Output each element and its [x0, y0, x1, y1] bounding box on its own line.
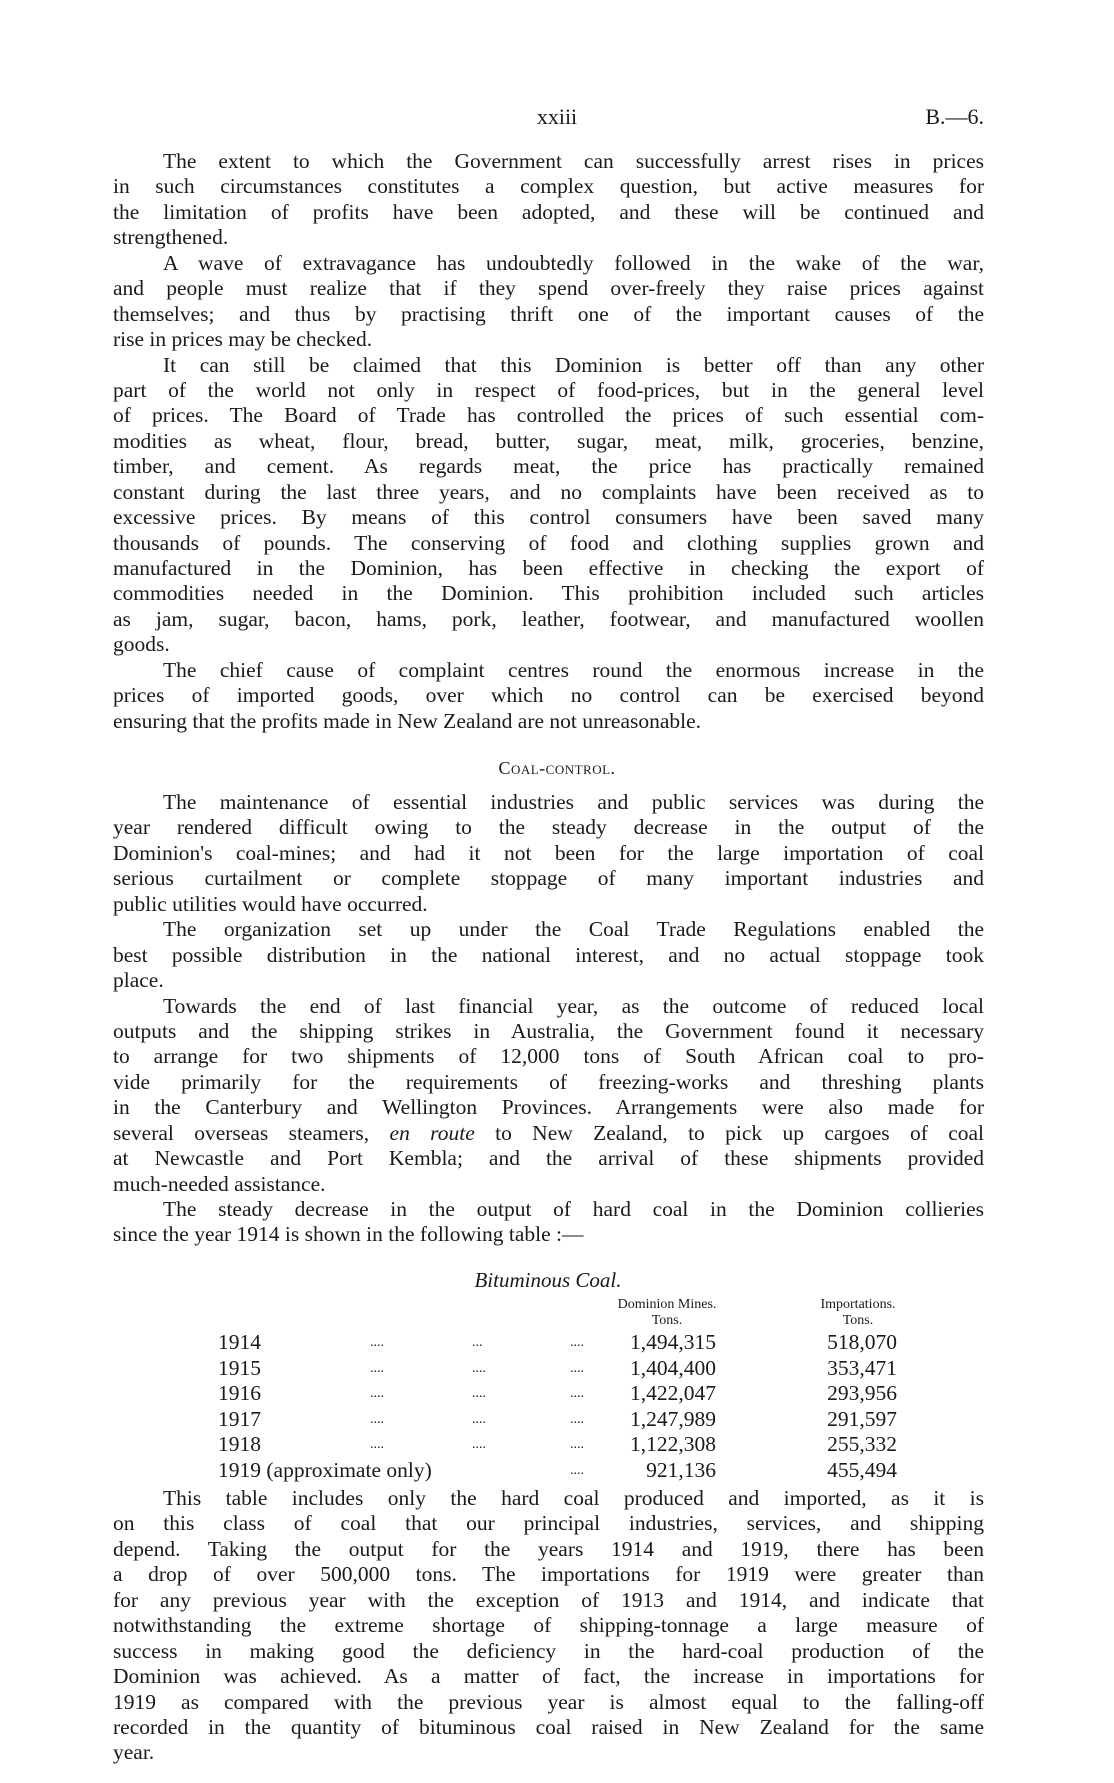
- dominion-mines-value: 1,247,989: [630, 1406, 716, 1431]
- dot-leader: ....: [570, 1411, 584, 1427]
- text-line: thousands of pounds. The conserving of food and clothing supplies grown and: [113, 530, 984, 555]
- column-header-dominion-mines: [567, 1297, 767, 1329]
- dot-leader: ....: [472, 1411, 486, 1427]
- text-line: constant during the last three years, and no complaints have been received as to: [113, 479, 984, 504]
- text-line: best possible distribution in the national interest, and no actual stoppage took: [113, 942, 984, 967]
- row-year: 1918: [218, 1432, 261, 1457]
- text-line: since the year 1914 is shown in the following table :—: [113, 1222, 584, 1247]
- dot-leader: ....: [570, 1437, 584, 1453]
- dot-leader: ...: [472, 1335, 483, 1350]
- text-line: to arrange for two shipments of 12,000 tons of South African coal to pro-: [113, 1044, 984, 1069]
- dot-leader: ....: [370, 1360, 384, 1376]
- text-segment: to New Zealand, to pick up cargoes of coal: [474, 1120, 985, 1145]
- text-segment: several overseas steamers,: [113, 1120, 390, 1145]
- text-line: The organization set up under the Coal Trade Regulations enabled the: [163, 917, 984, 942]
- italic-phrase: en route: [389, 1120, 475, 1145]
- importations-value: 518,070: [827, 1330, 897, 1354]
- dot-leader: ....: [472, 1360, 486, 1376]
- row-year: 1916: [218, 1381, 261, 1406]
- text-line: 1919 as compared with the previous year is almost equal to the falling-off: [113, 1689, 984, 1714]
- table-row: [0, 1356, 1114, 1382]
- text-line: strengthened.: [113, 225, 229, 250]
- text-line: The maintenance of essential industries and public services was during the: [163, 790, 984, 814]
- text-line: much-needed assistance.: [113, 1171, 326, 1196]
- text-line: year rendered difficult owing to the steady decrease in the output of the: [113, 815, 984, 840]
- body-text-coal-control: [113, 790, 984, 1248]
- text-line: This table includes only the hard coal produced and imported, as it is: [163, 1486, 984, 1510]
- section-heading: Coal-control.: [498, 758, 616, 778]
- importations-value: 455,494: [827, 1458, 897, 1482]
- text-line: A wave of extravagance has undoubtedly followed in the wake of the war,: [163, 250, 984, 275]
- dot-leader: ....: [472, 1437, 486, 1453]
- dominion-mines-value: 1,494,315: [630, 1330, 716, 1354]
- text-line: year.: [113, 1740, 155, 1765]
- dominion-mines-value: 1,122,308: [630, 1432, 716, 1457]
- text-line: notwithstanding the extreme shortage of shipping-tonnage a large measure of: [113, 1613, 984, 1638]
- dot-leader: ....: [370, 1386, 384, 1402]
- text-line: the limitation of profits have been adopted, and these will be continued and: [113, 199, 984, 224]
- dominion-mines-value: 921,136: [646, 1458, 716, 1482]
- text-line: place.: [113, 968, 164, 993]
- importations-value: 255,332: [827, 1432, 897, 1457]
- dot-leader: ....: [570, 1386, 584, 1402]
- text-line: The chief cause of complaint centres round the enormous increase in the: [163, 657, 984, 682]
- text-line: excessive prices. By means of this control consumers have been saved many: [113, 505, 984, 530]
- text-line: Dominion was achieved. As a matter of fact, the increase in importations for: [113, 1664, 984, 1689]
- paragraph: [113, 917, 984, 993]
- text-line: prices of imported goods, over which no control can be exercised beyond: [113, 683, 984, 708]
- text-line: The extent to which the Government can successfully arrest rises in prices: [163, 149, 984, 173]
- table-title: Bituminous Coal.: [474, 1268, 622, 1292]
- text-line: timber, and cement. As regards meat, the price has practically remained: [113, 454, 984, 479]
- text-line: public utilities would have occurred.: [113, 891, 428, 916]
- row-year: 1919 (approximate only): [218, 1458, 432, 1482]
- text-line: a drop of over 500,000 tons. The importations for 1919 were greater than: [113, 1562, 984, 1587]
- text-line: outputs and the shipping strikes in Australia, the Government found it necessary: [113, 1018, 984, 1043]
- dot-leader: ....: [570, 1335, 584, 1350]
- paragraph: [113, 1486, 984, 1766]
- row-year: 1914: [218, 1330, 261, 1354]
- text-line: as jam, sugar, bacon, hams, pork, leather, footwear, and manufactured woollen: [113, 606, 984, 631]
- dominion-mines-value: 1,422,047: [630, 1381, 716, 1406]
- text-line: vide primarily for the requirements of freezing-works and threshing plants: [113, 1069, 984, 1094]
- text-line: in the Canterbury and Wellington Provinces. Arrangements were also made for: [113, 1095, 984, 1120]
- dot-leader: ....: [570, 1463, 584, 1478]
- dot-leader: ....: [370, 1437, 384, 1453]
- document-reference: B.—6.: [925, 104, 984, 129]
- paragraph: [113, 994, 984, 1198]
- paragraph: [113, 658, 984, 734]
- dot-leader: ....: [370, 1411, 384, 1427]
- paragraph: [113, 1197, 984, 1248]
- text-line: goods.: [113, 632, 170, 657]
- text-line: It can still be claimed that this Dominion is better off than any other: [163, 352, 984, 377]
- paragraph: [113, 149, 984, 251]
- text-line: commodities needed in the Dominion. This prohibition included such articles: [113, 581, 984, 606]
- importations-value: 293,956: [827, 1381, 897, 1406]
- dot-leader: ....: [472, 1386, 486, 1402]
- importations-value: 353,471: [827, 1355, 897, 1380]
- text-line: in such circumstances constitutes a complex question, but active measures for: [113, 174, 984, 199]
- table-row: [0, 1407, 1114, 1433]
- table-row: [0, 1432, 1114, 1458]
- text-line: Dominion's coal-mines; and had it not been for the large importation of coal: [113, 840, 984, 865]
- text-line: ensuring that the profits made in New Zealand are not unreasonable.: [113, 708, 702, 733]
- text-line: at Newcastle and Port Kembla; and the arrival of these shipments provided: [113, 1146, 984, 1171]
- column-header-name: Dominion Mines.: [617, 1297, 717, 1312]
- column-header-importations: [758, 1297, 958, 1329]
- row-year: 1917: [218, 1406, 261, 1431]
- text-line: Towards the end of last financial year, as the outcome of reduced local: [163, 993, 984, 1018]
- paragraph: [113, 251, 984, 353]
- body-text-bottom: [113, 1486, 984, 1766]
- paragraph: [113, 790, 984, 917]
- page-number: xxiii: [536, 104, 578, 129]
- text-line: depend. Taking the output for the years 1914 and 1919, there has been: [113, 1536, 984, 1561]
- text-line: The steady decrease in the output of hard coal in the Dominion collieries: [163, 1197, 984, 1221]
- table-row: [0, 1381, 1114, 1407]
- text-line: serious curtailment or complete stoppage of many important industries and: [113, 866, 984, 891]
- text-line: on this class of coal that our principal industries, services, and shipping: [113, 1511, 984, 1536]
- dominion-mines-value: 1,404,400: [630, 1355, 716, 1380]
- text-line: of prices. The Board of Trade has controlled the prices of such essential com-: [113, 403, 984, 428]
- table-row: [0, 1330, 1114, 1356]
- text-line: and people must realize that if they spend over-freely they raise prices against: [113, 276, 984, 301]
- text-line: part of the world not only in respect of food-prices, but in the general level: [113, 377, 984, 402]
- row-year: 1915: [218, 1355, 261, 1380]
- dot-leader: ....: [570, 1360, 584, 1376]
- column-header-unit: Tons.: [651, 1313, 683, 1328]
- table-row: [0, 1458, 1114, 1484]
- importations-value: 291,597: [827, 1406, 897, 1431]
- column-header-name: Importations.: [820, 1297, 896, 1312]
- paragraph: [113, 353, 984, 658]
- text-line: modities as wheat, flour, bread, butter, sugar, meat, milk, groceries, benzine,: [113, 428, 984, 453]
- text-line: success in making good the deficiency in the hard-coal production of the: [113, 1638, 984, 1663]
- text-line: themselves; and thus by practising thrift one of the important causes of the: [113, 301, 984, 326]
- text-line: rise in prices may be checked.: [113, 327, 373, 352]
- text-line: manufactured in the Dominion, has been effective in checking the export of: [113, 556, 984, 580]
- dot-leader: ....: [370, 1335, 384, 1350]
- text-line: recorded in the quantity of bituminous coal raised in New Zealand for the same: [113, 1714, 984, 1739]
- text-line: [113, 1121, 984, 1146]
- column-header-unit: Tons.: [842, 1313, 874, 1328]
- body-text-top: [113, 149, 984, 734]
- text-line: for any previous year with the exception of 1913 and 1914, and indicate that: [113, 1587, 984, 1612]
